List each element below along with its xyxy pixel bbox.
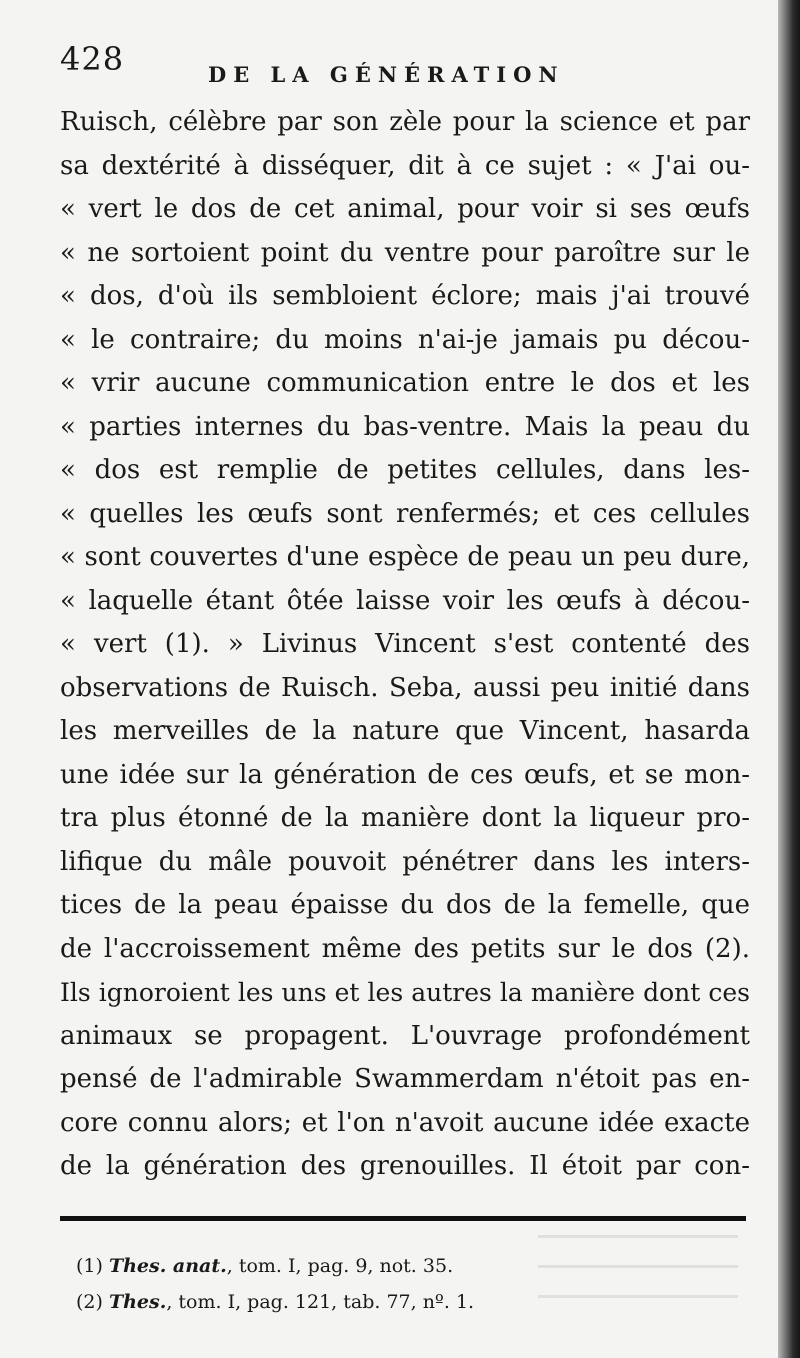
text-line: « laquelle étant ôtée laisse voir les œufs à décou-: [60, 585, 750, 616]
text-line: « vert le dos de cet animal, pour voir si ses œufs: [60, 194, 750, 224]
footnote-title: Thes. anat.: [108, 1255, 227, 1277]
footnote-marker: (2): [76, 1291, 103, 1313]
body-text: [60, 101, 750, 1189]
text-line: Ruisch, célèbre par son zèle pour la science et par: [60, 107, 750, 137]
footnote-marker: (1): [76, 1255, 103, 1277]
text-line: « ne sortoient point du ventre pour paroître sur le: [60, 237, 750, 268]
text-line: « vert (1). » Livinus Vincent s'est contenté des: [60, 629, 750, 659]
text-line: pensé de l'admirable Swammerdam n'étoit pas en-: [60, 1064, 750, 1094]
text-line: de la génération des grenouilles. Il étoit par con-: [60, 1151, 750, 1181]
text-line: tra plus étonné de la manière dont la liqueur pro-: [60, 803, 750, 833]
text-line: de l'accroissement même des petits sur le dos (2).: [60, 933, 750, 964]
running-title: DE LA GÉNÉRATION: [208, 62, 565, 87]
text-line: tices de la peau épaisse du dos de la femelle, que: [60, 890, 750, 920]
footnote-1: [76, 1248, 756, 1284]
footnote-text: , tom. I, pag. 9, not. 35.: [226, 1255, 454, 1277]
footnote-title: Thes.: [108, 1291, 167, 1313]
page-header: [60, 40, 750, 90]
text-line: « sont couvertes d'une espèce de peau un peu dure,: [60, 542, 750, 572]
text-line: Ils ignoroient les uns et les autres la manière dont ces: [60, 978, 750, 1007]
text-line: observations de Ruisch. Seba, aussi peu initié dans: [60, 672, 750, 703]
text-line: une idée sur la génération de ces œufs, et se mon-: [60, 759, 750, 790]
text-line: « parties internes du bas-ventre. Mais la peau du: [60, 411, 750, 442]
text-line: sa dextérité à disséquer, dit à ce sujet : « J'ai ou-: [60, 150, 750, 181]
page-number: 428: [60, 40, 125, 78]
text-line: « quelles les œufs sont renfermés; et ces cellules: [60, 498, 750, 529]
text-line: lifique du mâle pouvoit pénétrer dans les inters-: [60, 846, 750, 877]
footnote-2: [76, 1284, 756, 1320]
footnote-divider: [60, 1216, 746, 1221]
footnotes: [76, 1248, 756, 1320]
page-edge-shadow: [778, 0, 800, 1358]
text-line: « le contraire; du moins n'ai-je jamais pu décou-: [60, 324, 750, 355]
text-line: les merveilles de la nature que Vincent, hasarda: [60, 716, 750, 746]
text-line: « dos est remplie de petites cellules, dans les-: [60, 455, 750, 485]
text-line: « vrir aucune communication entre le dos et les: [60, 368, 750, 398]
footnote-text: , tom. I, pag. 121, tab. 77, nº. 1.: [166, 1291, 475, 1313]
text-line: animaux se propagent. L'ouvrage profondément: [60, 1020, 750, 1051]
text-line: core connu alors; et l'on n'avoit aucune idée exacte: [60, 1107, 750, 1138]
text-line: « dos, d'où ils sembloient éclore; mais j'ai trouvé: [60, 281, 750, 311]
